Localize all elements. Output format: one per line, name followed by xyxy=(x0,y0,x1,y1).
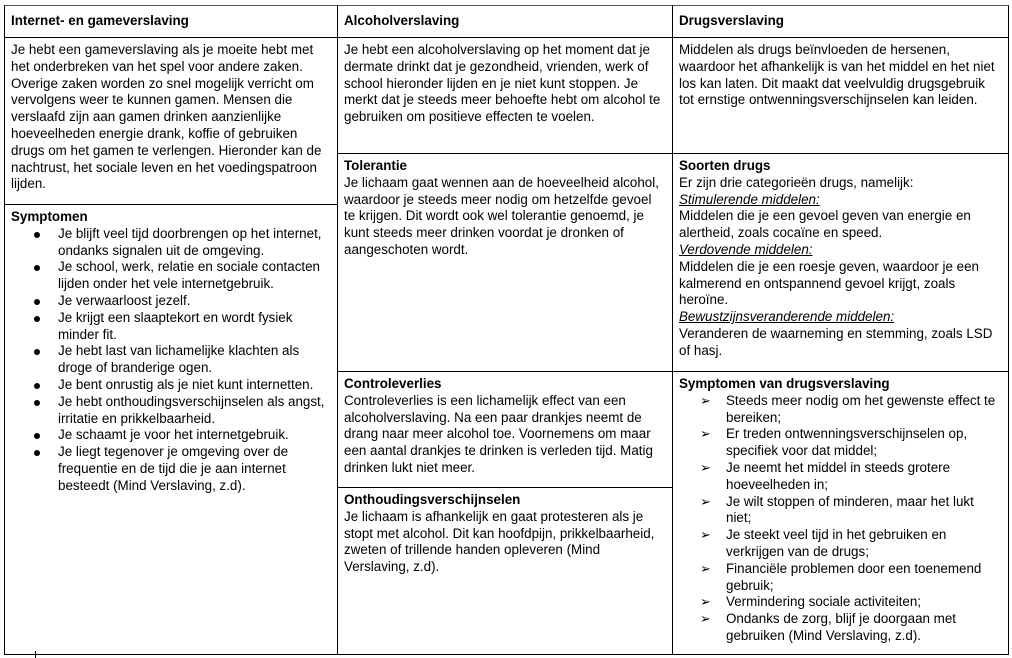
header-label: Drugsverslaving xyxy=(679,13,784,28)
list-item: ➢ Vermindering sociale activiteiten; xyxy=(700,594,922,610)
category-text: Veranderen de waarneming en stemming, zoals LSD of hasj. xyxy=(679,325,993,358)
intro-alcohol xyxy=(338,37,673,154)
list-item: Je hebt last van lichamelijke klachten als droge of branderige ogen. xyxy=(58,343,300,376)
list-item: ➢ Ondanks de zorg, blijf je doorgaan met gebruiken (Mind Verslaving, z.d). xyxy=(700,611,957,643)
list-item: Je verwaarloost jezelf. xyxy=(58,292,191,308)
column-drugs xyxy=(673,5,1009,655)
addiction-comparison-table xyxy=(4,5,1009,655)
arrow-bullet-icon: ➢ xyxy=(700,493,711,509)
list-item: Je bent onrustig als je niet kunt internetten. xyxy=(58,376,314,392)
category-text: Middelen die je een roesje geven, waardoor je een kalmerend en ontspannend gevoel krijgt, zoals heroïne. xyxy=(679,258,980,308)
section-title: Controleverlies xyxy=(344,376,442,391)
text-cursor-mark xyxy=(35,651,36,658)
arrow-bullet-icon: ➢ xyxy=(700,527,711,543)
soorten-drugs-section xyxy=(673,153,1009,372)
section-text: Controleverlies is een lichamelijk effect van een alcoholverslaving. Na een paar drankjes neemt de drang naar meer alcohol toe. Voornemens om maar een aantal drankjes te drinken is verleden tijd. Matig drinken lukt niet meer. xyxy=(344,392,653,475)
list-item: Je blijft veel tijd doorbrengen op het internet, ondanks signalen uit de omgeving. xyxy=(58,225,322,258)
intro-text: Je hebt een alcoholverslaving op het moment dat je dermate drinkt dat je gezondheid, vrienden, werk of school hieronder lijden en je niet kunt stoppen. Je merkt dat je steeds meer behoefte hebt om alcohol te gebruiken om positieve effecten te voelen. xyxy=(344,42,661,125)
intro-internet-gaming xyxy=(4,37,338,205)
intro-text: Middelen als drugs beïnvloeden de hersenen, waardoor het afhankelijk is van het middel en het niet los kan laten. Dit maakt dat veelvuldig drugsgebruik tot ernstige ontwenningsverschijnselen kan leiden. xyxy=(679,42,995,108)
list-item: Je hebt onthoudingsverschijnselen als angst, irritatie en prikkelbaarheid. xyxy=(58,393,325,426)
list-item: ➢ Steeds meer nodig om het gewenste effect te bereiken; xyxy=(700,392,996,425)
list-item: Je liegt tegenover je omgeving over de frequentie en de tijd die je aan internet besteedt (Mind Verslaving, z.d). xyxy=(58,444,289,493)
list-item: ➢ Financiële problemen door een toenemend gebruik; xyxy=(700,560,982,593)
arrow-bullet-icon: ➢ xyxy=(700,611,711,627)
column-alcohol xyxy=(338,5,673,655)
list-item: Je krijgt een slaaptekort en wordt fysiek minder fit. xyxy=(58,309,293,342)
section-lead: Er zijn drie categorieën drugs, namelijk: xyxy=(679,174,914,190)
symptoms-list xyxy=(679,393,1002,645)
section-title: Soorten drugs xyxy=(679,158,771,173)
section-text: Je lichaam gaat wennen aan de hoeveelheid alcohol, waardoor je steeds meer nodig om hetzelfde gevoel te krijgen. Dit wordt ook wel tolerantie genoemd, je kunt steeds meer drinken voordat je dronken of aangeschoten wordt. xyxy=(344,174,659,257)
intro-drugs xyxy=(673,37,1009,154)
category-label: Verdovende middelen: xyxy=(679,241,813,257)
column-internet-gaming xyxy=(4,5,338,655)
header-internet-gaming xyxy=(4,5,338,38)
category-label: Stimulerende middelen: xyxy=(679,191,820,207)
arrow-bullet-icon: ➢ xyxy=(700,426,711,442)
tolerantie-section xyxy=(338,153,673,372)
header-label: Alcoholverslaving xyxy=(344,13,460,28)
list-item: ➢ Er treden ontwenningsverschijnselen op, specifiek voor dat middel; xyxy=(700,426,968,459)
arrow-bullet-icon: ➢ xyxy=(700,560,711,576)
arrow-bullet-icon: ➢ xyxy=(700,459,711,475)
category-text: Middelen die je een gevoel geven van energie en alertheid, zoals cocaïne en speed. xyxy=(679,208,971,241)
section-title: Symptomen xyxy=(11,209,88,224)
list-item: Je schaamt je voor het internetgebruik. xyxy=(58,427,289,443)
section-text: Je lichaam is afhankelijk en gaat protesteren als je stopt met alcohol. Dit kan hoofdpijn, prikkelbaarheid, zweten of trillende handen opleveren (Mind Verslaving, z.d). xyxy=(344,508,655,575)
header-label: Internet- en gameverslaving xyxy=(11,13,189,28)
list-item: ➢ Je steekt veel tijd in het gebruiken en verkrijgen van de drugs; xyxy=(700,527,947,559)
symptoms-internet-gaming xyxy=(4,204,338,655)
symptoms-drugs-section xyxy=(673,371,1009,655)
symptoms-list xyxy=(11,226,331,495)
list-item: Je school, werk, relatie en sociale contacten lijden onder het vele internetgebruik. xyxy=(58,259,321,292)
controleverlies-section xyxy=(338,371,673,488)
header-drugs xyxy=(673,5,1009,38)
intro-text: Je hebt een gameverslaving als je moeite hebt met het onderbreken van het spel voor andere zaken. Overige zaken worden zo snel mogelijk verricht om vervolgens weer te kunnen gamen. Mensen die verslaafd zijn aan gamen drinken aanzienlijke hoeveelheden energie drank, koffie of gebruiken drugs om het gamen te verlengen. Hieronder kan de nachtrust, het sociale leven en het voedingspatroon lijden. xyxy=(11,42,322,192)
section-title: Symptomen van drugsverslaving xyxy=(679,376,890,391)
section-title: Onthoudingsverschijnselen xyxy=(344,492,521,507)
arrow-bullet-icon: ➢ xyxy=(700,392,711,408)
header-alcohol xyxy=(338,5,673,38)
onthouding-section xyxy=(338,487,673,655)
category-label: Bewustzijnsveranderende middelen: xyxy=(679,309,895,325)
arrow-bullet-icon: ➢ xyxy=(700,594,711,610)
list-item: ➢ Je neemt het middel in steeds grotere hoeveelheden in; xyxy=(700,459,951,492)
section-title: Tolerantie xyxy=(344,158,407,173)
list-item: ➢ Je wilt stoppen of minderen, maar het lukt niet; xyxy=(700,493,974,526)
